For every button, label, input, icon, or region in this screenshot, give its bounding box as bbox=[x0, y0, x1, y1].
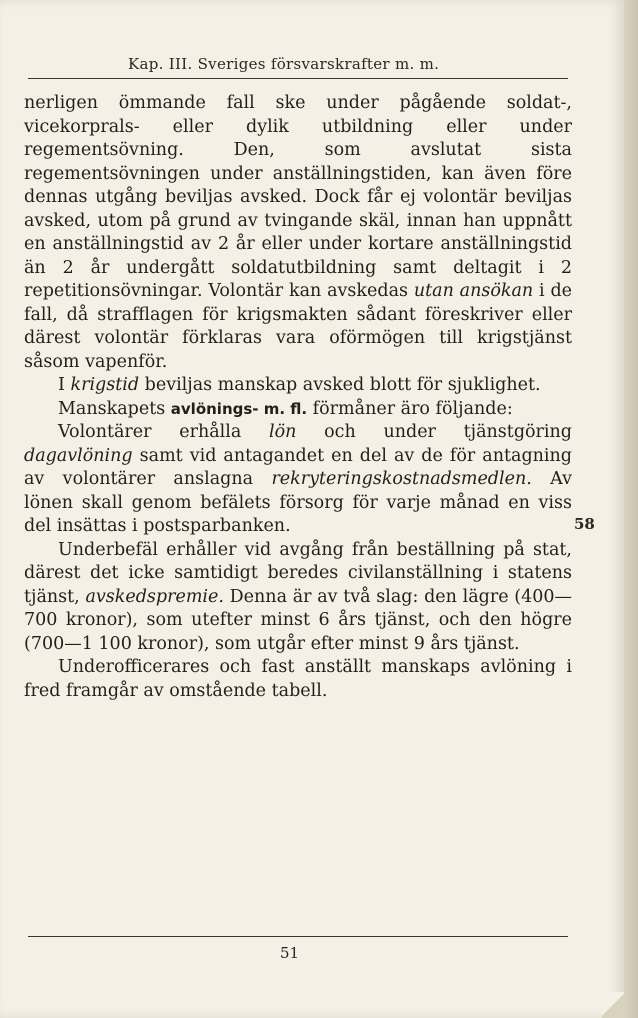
text-run-italic: rekryteringskostnadsmedlen. bbox=[271, 469, 532, 489]
text-run-normal: beviljas manskap avsked blott för sjuklighet. bbox=[139, 375, 541, 395]
paragraph bbox=[24, 398, 572, 422]
text-run-italic: lön bbox=[269, 422, 297, 442]
text-run-italic: dagavlöning bbox=[24, 445, 133, 466]
text-run-normal: Av lönen skall genom befälets försorg för varje månad en viss del insättas i postsparbanken. bbox=[24, 469, 572, 536]
paragraph bbox=[24, 421, 572, 539]
paragraph bbox=[24, 374, 572, 398]
text-run-italic: krigstid bbox=[70, 375, 140, 395]
paragraph bbox=[24, 656, 572, 703]
paragraph bbox=[24, 539, 572, 657]
body-text bbox=[24, 92, 572, 703]
text-run-normal: samt vid antagandet en del av de för antagning av volontärer anslagna bbox=[24, 445, 572, 489]
footer-rule bbox=[28, 936, 568, 937]
text-run-normal: Volontärer erhålla bbox=[58, 422, 270, 442]
text-run-normal: Manskapets bbox=[58, 398, 171, 419]
paragraph bbox=[24, 92, 572, 374]
text-run-italic: utan ansökan bbox=[413, 281, 534, 301]
text-run-normal: och under tjänstgöring bbox=[296, 422, 572, 442]
header-rule bbox=[28, 78, 568, 79]
text-run-bold: avlönings- m. fl. bbox=[170, 399, 308, 418]
margin-note: 58 bbox=[574, 515, 595, 533]
text-run-italic: avskedspremie. bbox=[85, 586, 224, 607]
text-run-normal: Underofficerares och fast anställt manskaps avlöning i fred framgår av omstående tabell. bbox=[24, 657, 572, 701]
page-edge bbox=[624, 0, 638, 1018]
text-run-normal: i de fall, då strafflagen för krigsmakten sådant föreskriver eller därest volontär förklaras vara oförmögen till krigstjänst såsom vapenför. bbox=[24, 281, 573, 372]
text-run-normal: Underbefäl erhåller vid avgång från beställning på stat, därest det icke samtidigt beredes civilanställning i statens tjänst, bbox=[24, 539, 572, 607]
text-run-normal: I bbox=[58, 375, 71, 395]
text-run-normal: förmåner äro följande: bbox=[307, 398, 513, 419]
text-run-normal: Denna är av två slag: den lägre (400—700 kronor), som utefter minst 6 års tjänst, och den högre (700—1 100 kronor), som utgår efter minst 9 års tjänst. bbox=[24, 586, 572, 654]
text-run-normal: nerligen ömmande fall ske under pågående soldat-, vicekorprals- eller dylik utbildning eller under regementsövning. Den, som avslutat sista regementsövningen under anställningstiden, kan även före dennas utgång beviljas avsked. Dock får ej volontär beviljas avsked, utom på grund av tvingande skäl, innan han uppnått en anställningstid av 2 år eller under kortare anställningstid än 2 år undergått soldatutbildning samt deltagit i 2 repetitionsövningar. Volontär kan avskedas bbox=[24, 93, 572, 301]
page-corner bbox=[602, 992, 624, 1018]
page-number: 51 bbox=[280, 944, 300, 962]
running-head: Kap. III. Sveriges försvarskrafter m. m. bbox=[128, 55, 440, 73]
